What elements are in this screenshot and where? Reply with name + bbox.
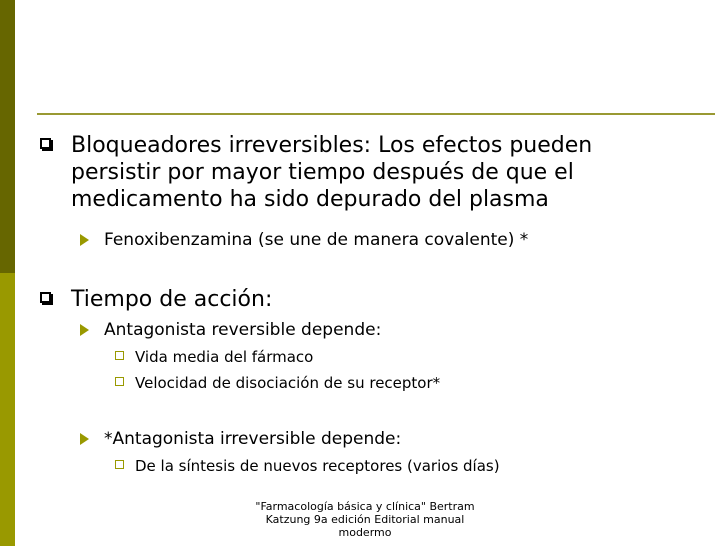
hollow-square-bullet-icon [115,460,124,469]
bullet-text: Fenoxibenzamina (se une de manera covalente) * [104,230,529,250]
triangle-bullet-icon [80,433,89,445]
triangle-bullet-icon [80,234,89,246]
square-bullet-icon [40,138,51,149]
bullet-text: Bloqueadores irreversibles: Los efectos pueden persistir por mayor tiempo después de que el medicamento ha sido depurado del plasma [71,133,593,212]
citation-footer: "Farmacología básica y clínica" Bertram Katzung 9a edición Editorial manual modermo [255,500,475,539]
triangle-bullet-icon [80,324,89,336]
bullet-text: *Antagonista irreversible depende: [104,429,402,449]
bullet-text: De la síntesis de nuevos receptores (varios días) [135,457,500,475]
bullet-level3 [115,456,675,476]
bullet-level2 [80,319,680,341]
hollow-square-bullet-icon [115,351,124,360]
bullet-text: Vida media del fármaco [135,348,314,366]
bullet-level1 [40,286,670,313]
bullet-text: Velocidad de disociación de su receptor* [135,374,441,392]
hollow-square-bullet-icon [115,377,124,386]
bullet-text: Antagonista reversible depende: [104,320,382,340]
left-accent-bar-bottom [0,273,15,546]
bullet-level1 [40,132,670,213]
bullet-level2 [80,229,680,251]
bullet-level2 [80,428,680,450]
bullet-level3 [115,373,675,393]
bullet-text: Tiempo de acción: [71,287,273,312]
title-divider [37,113,715,115]
square-bullet-icon [40,292,51,303]
left-accent-bar-top [0,0,15,273]
bullet-level3 [115,347,675,367]
